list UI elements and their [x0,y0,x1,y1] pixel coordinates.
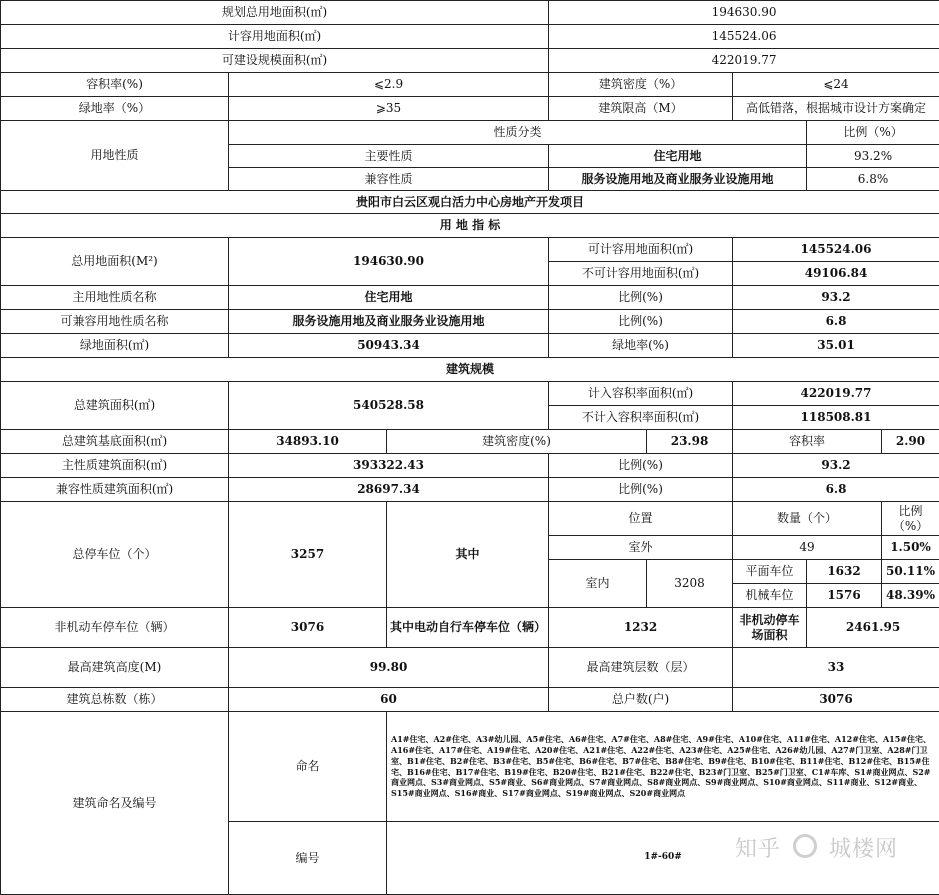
compatible-use-ratio: 6.8% [807,168,939,191]
total-floor-area-value: 540528.58 [229,382,549,430]
ebike-label: 其中电动自行车停车位（辆） [387,608,549,648]
base-area-value: 34893.10 [229,430,387,454]
green-area-label: 绿地面积(㎡) [1,334,229,358]
compatible-floor-ratio-value: 6.8 [733,478,939,502]
compatible-floor-area-label: 兼容性质建筑面积(㎡) [1,478,229,502]
mech-parking-count: 1576 [807,584,882,608]
households-label: 总户数(户) [549,688,733,712]
far-floor-area-value: 422019.77 [733,382,939,406]
green-rate2-label: 绿地率(%) [549,334,733,358]
zhihu-watermark [735,832,898,863]
mech-parking-label: 机械车位 [733,584,807,608]
land-use-ratio-header: 比例（%） [807,121,939,145]
density-label: 建筑密度(%) [387,430,647,454]
main-land-ratio-label: 比例(%) [549,286,733,310]
plot-ratio-label: 容积率(%) [1,73,229,97]
project-title: 贵阳市白云区观白活力中心房地产开发项目 [1,191,939,214]
height-limit-value: 高低错落，根据城市设计方案确定 [733,97,939,121]
main-land-use-value: 住宅用地 [229,286,549,310]
nonmotor-value: 3076 [229,608,387,648]
compatible-land-ratio-label: 比例(%) [549,310,733,334]
naming-number-label: 编号 [229,822,387,895]
max-floors-value: 33 [733,648,939,688]
ebike-value: 1232 [549,608,733,648]
nonmotor-area-label: 非机动停车场面积 [733,608,807,648]
watermark-author: 城楼网 [829,837,898,862]
indoor-label: 室内 [549,560,647,608]
main-use-label: 主要性质 [229,145,549,168]
nonfar-floor-area-label: 不计入容积率面积(㎡) [549,406,733,430]
compatible-floor-ratio-label: 比例(%) [549,478,733,502]
outdoor-count: 49 [733,536,882,560]
main-floor-area-label: 主性质建筑面积(㎡) [1,454,229,478]
total-planned-area-label: 规划总用地面积(㎡) [1,1,549,25]
naming-name-label: 命名 [229,712,387,822]
far-land-area-label: 计容用地面积(㎡) [1,25,549,49]
nonmotor-label: 非机动车停车位（辆） [1,608,229,648]
land-use-category-header: 性质分类 [229,121,807,145]
parking-total-value: 3257 [229,502,387,608]
main-floor-area-value: 393322.43 [229,454,549,478]
main-use-ratio: 93.2% [807,145,939,168]
far-floor-area-label: 计入容积率面积(㎡) [549,382,733,406]
far-rate-value: 2.90 [882,430,939,454]
main-floor-ratio-value: 93.2 [733,454,939,478]
building-density-label: 建筑密度（%） [549,73,733,97]
far-land-area-value: 145524.06 [549,25,939,49]
far-land-label: 可计容用地面积(㎡) [549,238,733,262]
height-limit-label: 建筑限高（M） [549,97,733,121]
building-density-value: ⩽24 [733,73,939,97]
max-floors-label: 最高建筑层数（层） [549,648,733,688]
nonfar-floor-area-value: 118508.81 [733,406,939,430]
compatible-use-value: 服务设施用地及商业服务业设施用地 [549,168,807,191]
at-icon [793,834,817,858]
plot-ratio-value: ⩽2.9 [229,73,549,97]
land-indicators-header: 用 地 指 标 [1,214,939,238]
flat-parking-ratio: 50.11% [882,560,939,584]
building-numbers: 1#-60# [387,822,939,895]
building-names: A1#住宅、A2#住宅、A3#幼儿园、A5#住宅、A6#住宅、A7#住宅、A8#住宅、A9#住宅、A10#住宅、A11#住宅、A12#住宅、A15#住宅、A16#住宅、A17#住宅、A19#住宅、A20#住宅、A21#住宅、A22#住宅、A23#住宅、A25#住宅、A26#幼儿园、A27#门卫室、A28#门卫室、B1#住宅、B2#住宅、B3#住宅、B5#住宅、B6#住宅、B7#住宅、B8#住宅、B9#住宅、B10#住宅、B11#住宅、B12#住宅、B15#住宅、B16#住宅、B17#住宅、B19#住宅、B20#住宅、B21#住宅、B22#住宅、B23#门卫室、B25#门卫室、C1#车库、S1#商业网点、S2#商业网点、S3#商业网点、S5#商业、S6#商业网点、S7#商业网点、S8#商业网点、S9#商业网点、S10#商业网点、S11#商业、S12#商业、S15#商业网点、S16#商业、S17#商业网点、S19#商业网点、S20#商业网点 [387,712,939,822]
compatible-use-label: 兼容性质 [229,168,549,191]
land-use-label: 用地性质 [1,121,229,191]
max-height-label: 最高建筑高度(M) [1,648,229,688]
total-planned-area-value: 194630.90 [549,1,939,25]
compatible-floor-area-value: 28697.34 [229,478,549,502]
green-rate-label: 绿地率（%） [1,97,229,121]
flat-parking-label: 平面车位 [733,560,807,584]
parking-location-header: 位置 [549,502,733,536]
nonfar-land-value: 49106.84 [733,262,939,286]
parking-of-which: 其中 [387,502,549,608]
compatible-land-use-label: 可兼容用地性质名称 [1,310,229,334]
mech-parking-ratio: 48.39% [882,584,939,608]
building-scale-header: 建筑规模 [1,358,939,382]
main-land-ratio-value: 93.2 [733,286,939,310]
main-land-use-label: 主用地性质名称 [1,286,229,310]
density-value: 23.98 [647,430,733,454]
parking-ratio-header: 比例（%） [882,502,939,536]
far-land-value: 145524.06 [733,238,939,262]
green-rate-value: ⩾35 [229,97,549,121]
base-area-label: 总建筑基底面积(㎡) [1,430,229,454]
indoor-count: 3208 [647,560,733,608]
building-count-value: 60 [229,688,549,712]
total-floor-area-label: 总建筑面积(㎡) [1,382,229,430]
nonmotor-area-value: 2461.95 [807,608,939,648]
parking-count-header: 数量（个） [733,502,882,536]
building-count-label: 建筑总栋数（栋） [1,688,229,712]
main-floor-ratio-label: 比例(%) [549,454,733,478]
buildable-area-label: 可建设规模面积(㎡) [1,49,549,73]
naming-label: 建筑命名及编号 [1,712,229,895]
flat-parking-count: 1632 [807,560,882,584]
compatible-land-use-value: 服务设施用地及商业服务业设施用地 [229,310,549,334]
households-value: 3076 [733,688,939,712]
total-land-area-value: 194630.90 [229,238,549,286]
compatible-land-ratio-value: 6.8 [733,310,939,334]
green-area-value: 50943.34 [229,334,549,358]
green-rate2-value: 35.01 [733,334,939,358]
watermark-brand: 知乎 [735,837,781,862]
parking-total-label: 总停车位（个） [1,502,229,608]
buildable-area-value: 422019.77 [549,49,939,73]
max-height-value: 99.80 [229,648,549,688]
far-rate-label: 容积率 [733,430,882,454]
main-use-value: 住宅用地 [549,145,807,168]
outdoor-ratio: 1.50% [882,536,939,560]
total-land-area-label: 总用地面积(M²) [1,238,229,286]
nonfar-land-label: 不可计容用地面积(㎡) [549,262,733,286]
outdoor-label: 室外 [549,536,733,560]
